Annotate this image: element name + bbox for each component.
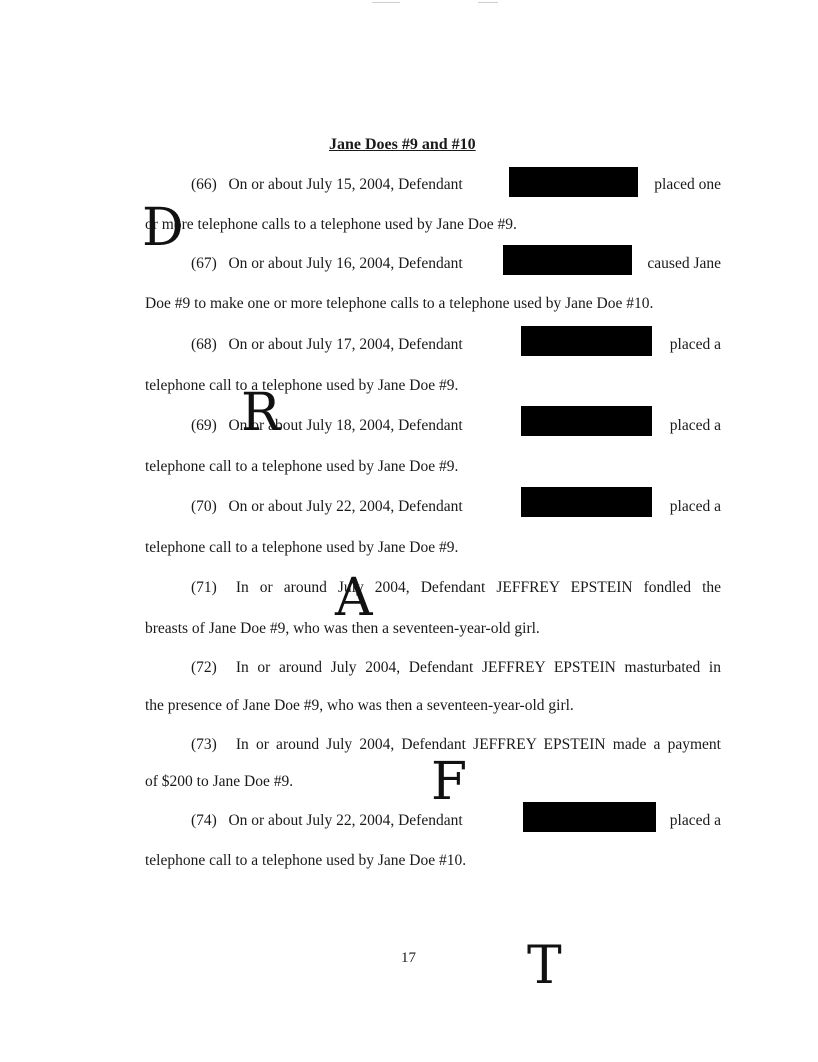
paragraph-70-line-2: telephone call to a telephone used by Jane Doe #9. (145, 539, 459, 556)
watermark-letter: D (142, 198, 184, 258)
paragraph-74-line-2: telephone call to a telephone used by Jane Doe #10. (145, 852, 467, 869)
paragraph-text: In or around July 2004, Defendant JEFFREY EPSTEIN masturbated in (235, 659, 721, 676)
paragraph-text: On or about July 18, 2004, Defendant (228, 417, 463, 434)
paragraph-number: (66) (191, 176, 217, 193)
paragraph-number: (72) (191, 659, 217, 676)
paragraph-number: (71) (191, 579, 217, 596)
paragraph-text: placed a (669, 336, 721, 353)
paragraph-text: caused Jane (647, 255, 721, 272)
paragraph-number: (69) (191, 417, 217, 434)
paragraph-72-line-2: the presence of Jane Doe #9, who was then a seventeen-year-old girl. (145, 697, 574, 714)
paragraph-66-line-1 (191, 176, 721, 194)
paragraph-text: On or about July 16, 2004, Defendant (228, 255, 463, 272)
paragraph-66-line-2: or more telephone calls to a telephone used by Jane Doe #9. (145, 216, 517, 233)
paragraph-number: (68) (191, 336, 217, 353)
paragraph-text: On or about July 15, 2004, Defendant (228, 176, 463, 193)
paragraph-71-line-2: breasts of Jane Doe #9, who was then a seventeen-year-old girl. (145, 620, 540, 637)
paragraph-text: placed a (669, 812, 721, 829)
watermark-letter: T (527, 936, 562, 996)
redaction-box (521, 487, 652, 517)
scan-artifact (478, 2, 498, 3)
paragraph-number: (67) (191, 255, 217, 272)
redaction-box (503, 245, 632, 275)
scan-artifact (372, 2, 400, 3)
paragraph-text: placed a (669, 417, 721, 434)
watermark-letter: R (241, 383, 281, 443)
section-heading: Jane Does #9 and #10 (329, 136, 476, 153)
paragraph-number: (70) (191, 498, 217, 515)
paragraph-text: In or around July 2004, Defendant JEFFREY EPSTEIN made a payment (235, 736, 721, 753)
redaction-box (509, 167, 638, 197)
paragraph-text: In or around July 2004, Defendant JEFFREY EPSTEIN fondled the (235, 579, 721, 596)
redaction-box (521, 406, 652, 436)
paragraph-text: On or about July 17, 2004, Defendant (228, 336, 463, 353)
paragraph-71-line-1 (191, 579, 721, 597)
paragraph-text: On or about July 22, 2004, Defendant (228, 812, 463, 829)
paragraph-text: placed one (654, 176, 721, 193)
paragraph-69-line-2: telephone call to a telephone used by Jane Doe #9. (145, 458, 459, 475)
paragraph-68-line-2: telephone call to a telephone used by Jane Doe #9. (145, 377, 459, 394)
paragraph-67-line-2: Doe #9 to make one or more telephone calls to a telephone used by Jane Doe #10. (145, 295, 654, 312)
redaction-box (523, 802, 656, 832)
paragraph-72-line-1 (191, 659, 721, 677)
paragraph-text: placed a (669, 498, 721, 515)
paragraph-73-line-2: of $200 to Jane Doe #9. (145, 773, 294, 790)
watermark-letter: A (335, 568, 373, 628)
paragraph-67-line-1 (191, 255, 721, 273)
watermark-letter: F (431, 752, 468, 812)
paragraph-number: (73) (191, 736, 217, 753)
page-number: 17 (401, 950, 416, 966)
redaction-box (521, 326, 652, 356)
paragraph-text: On or about July 22, 2004, Defendant (228, 498, 463, 515)
paragraph-number: (74) (191, 812, 217, 829)
